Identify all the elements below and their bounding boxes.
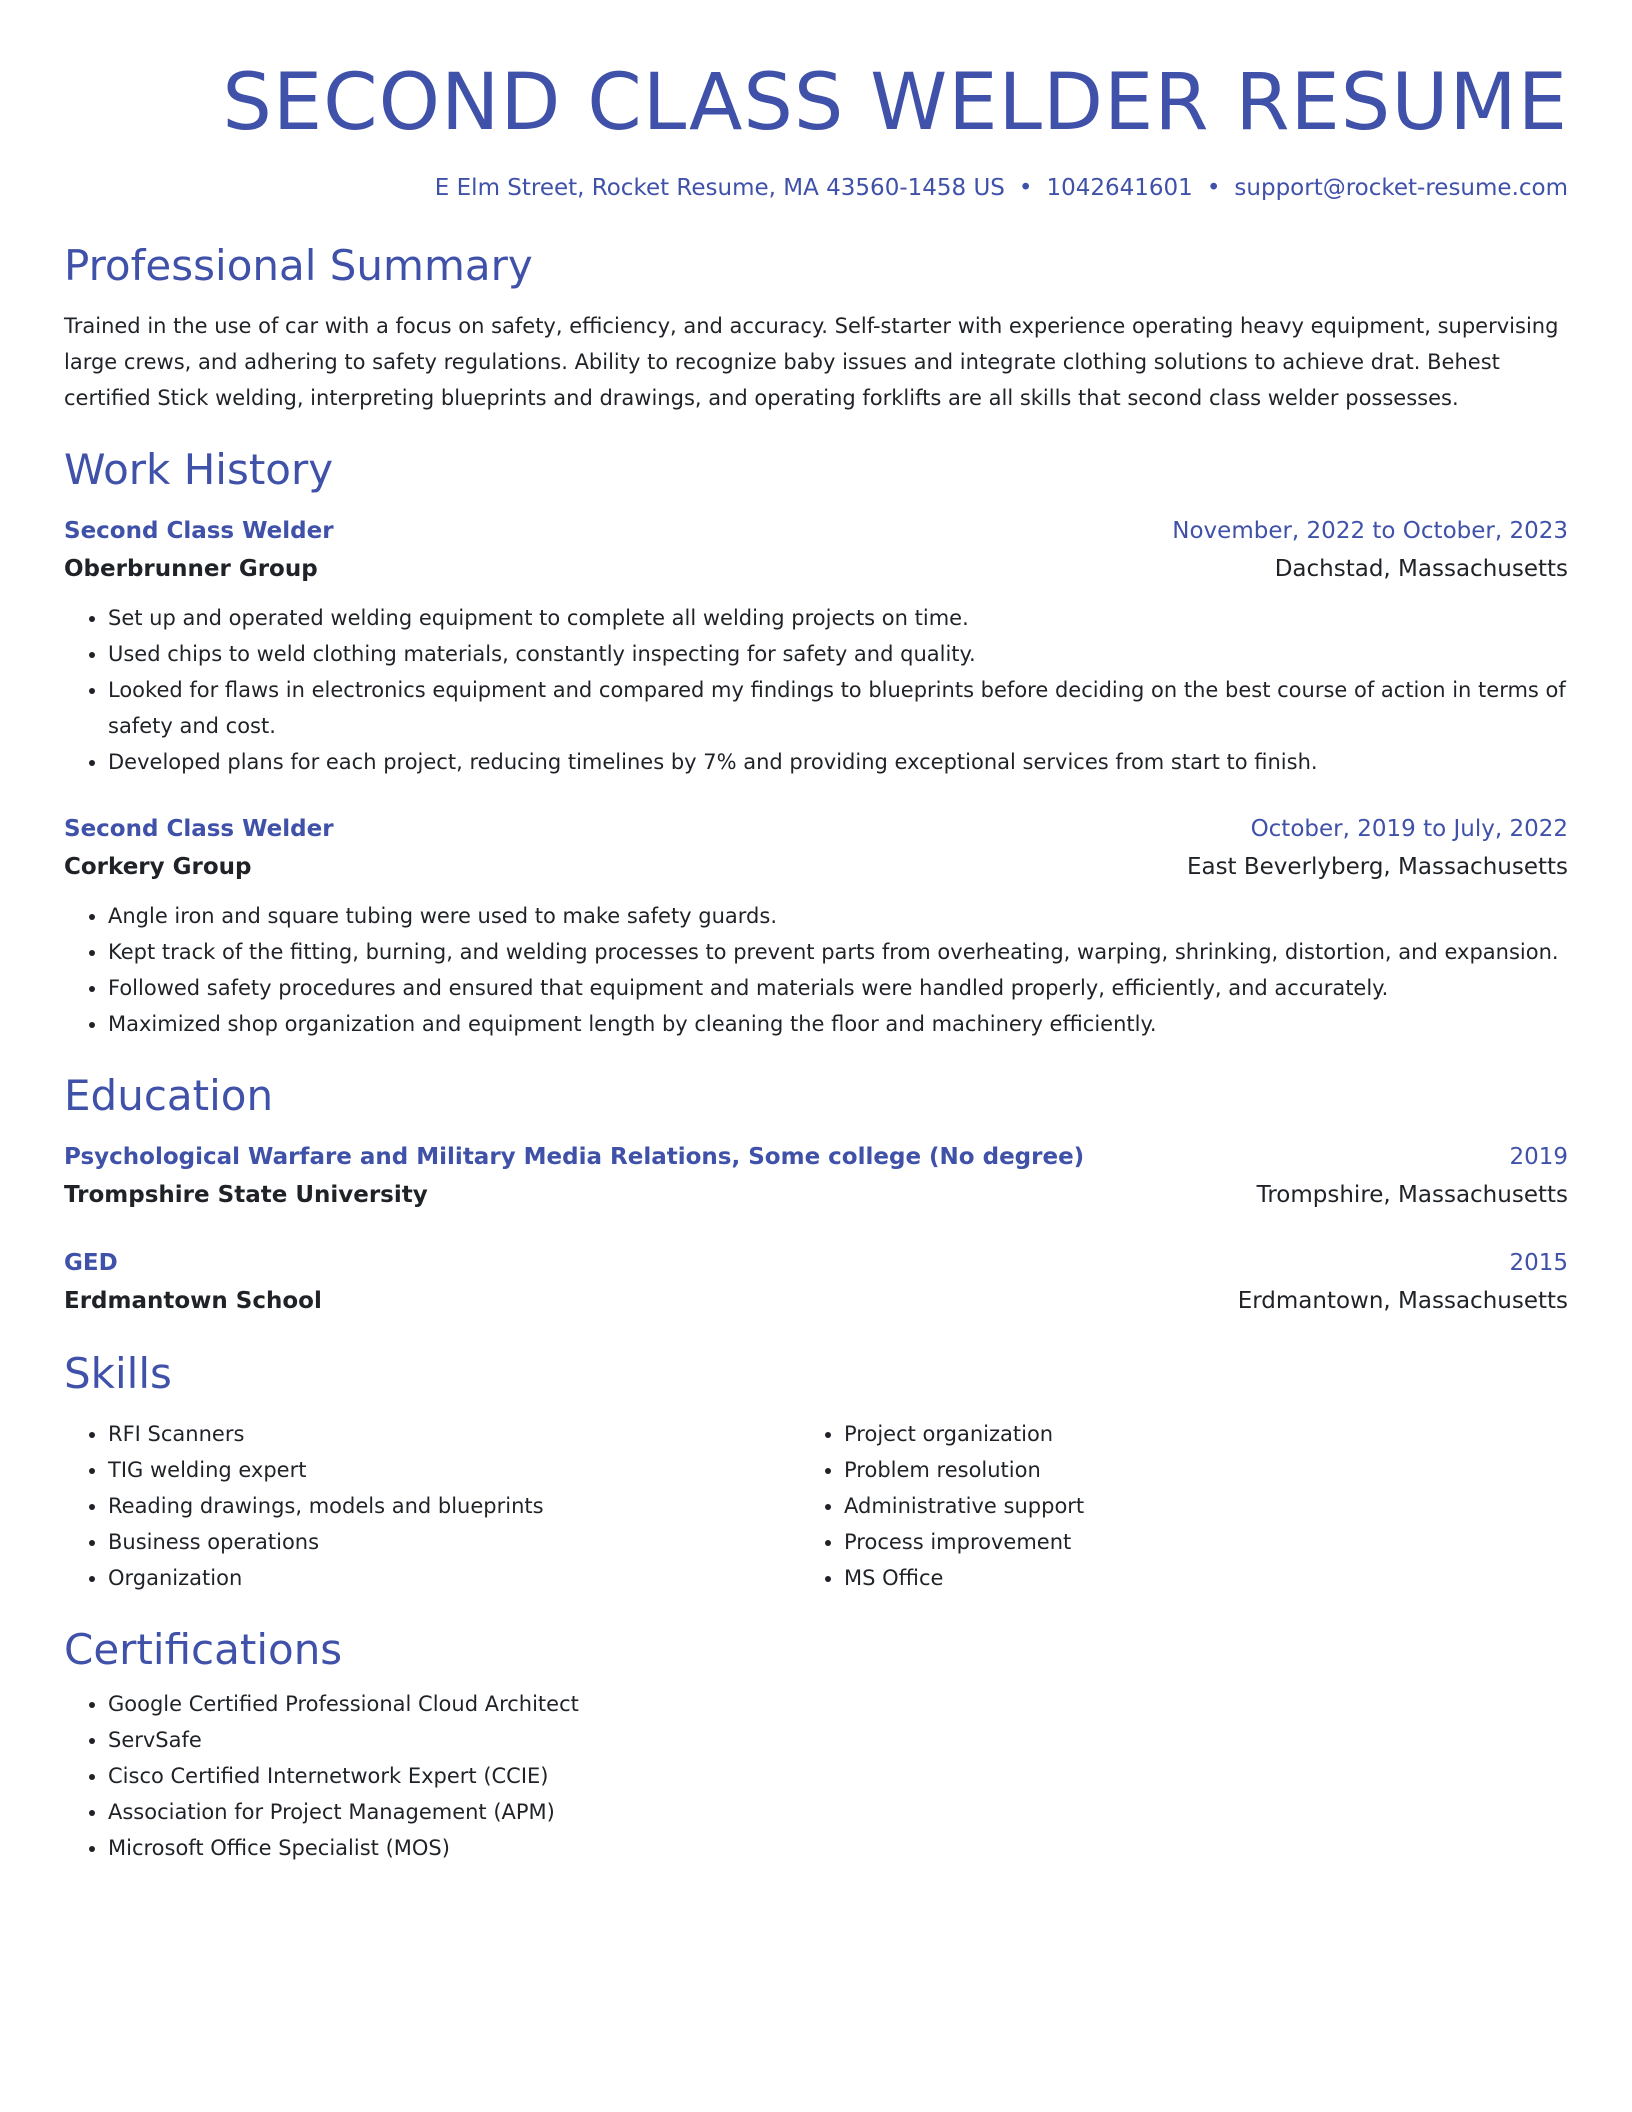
list-item: • Organization [108,1560,800,1596]
work-entry [64,512,1568,780]
contact-address: E Elm Street, Rocket Resume, MA 43560-1458 US [434,175,1005,201]
skills-column-right [800,1408,1536,1596]
list-item: • Problem resolution [844,1452,1536,1488]
degree-title: GED [64,1250,118,1276]
section-heading-education: Education [64,1071,274,1120]
resume-title: SECOND CLASS WELDER RESUME [222,58,1568,148]
school-location: Erdmantown, Massachusetts [1237,1288,1568,1314]
list-item: • TIG welding expert [108,1452,800,1488]
list-item: • Project organization [844,1416,1536,1452]
school-name: Trompshire State University [64,1182,428,1208]
list-item: • Followed safety procedures and ensured that equipment and materials were handled properly, efficiently, and accurately. [108,970,1568,1006]
list-item: • Set up and operated welding equipment to complete all welding projects on time. [108,600,1568,636]
list-item: • Google Certified Professional Cloud Architect [108,1686,1568,1722]
list-item: • Looked for flaws in electronics equipment and compared my findings to blueprints before deciding on the best course of action in terms of safety and cost. [108,672,1568,744]
degree-title: Psychological Warfare and Military Media Relations, Some college (No degree) [64,1144,1085,1170]
list-item: • Administrative support [844,1488,1536,1524]
list-item: • Association for Project Management (APM) [108,1794,1568,1830]
contact-phone: 1042641601 [1046,175,1193,201]
list-item: • Business operations [108,1524,800,1560]
skills-column-left [64,1408,800,1596]
skills-grid [64,1408,1568,1596]
education-year: 2019 [1509,1144,1568,1170]
list-item: • MS Office [844,1560,1536,1596]
separator-dot: • [1018,175,1033,201]
skills-list [64,1416,800,1596]
company-name: Oberbrunner Group [64,556,318,582]
list-item: • Developed plans for each project, reducing timelines by 7% and providing exceptional services from start to finish. [108,744,1568,780]
list-item: • RFI Scanners [108,1416,800,1452]
separator-dot: • [1206,175,1221,201]
section-heading-certifications: Certifications [64,1625,343,1674]
school-name: Erdmantown School [64,1288,322,1314]
school-location: Trompshire, Massachusetts [1256,1182,1568,1208]
list-item: • ServSafe [108,1722,1568,1758]
job-bullets [64,898,1568,1042]
job-location: East Beverlyberg, Massachusetts [1186,854,1568,880]
contact-email: support@rocket-resume.com [1234,175,1568,201]
list-item: • Maximized shop organization and equipment length by cleaning the floor and machinery efficiently. [108,1006,1568,1042]
list-item: • Microsoft Office Specialist (MOS) [108,1830,1568,1866]
list-item: • Used chips to weld clothing materials, constantly inspecting for safety and quality. [108,636,1568,672]
section-heading-skills: Skills [64,1349,172,1398]
job-bullets [64,600,1568,780]
section-heading-summary: Professional Summary [64,241,533,290]
list-item: • Cisco Certified Internetwork Expert (CCIE) [108,1758,1568,1794]
work-entry [64,810,1568,1042]
summary-text: Trained in the use of car with a focus on safety, efficiency, and accuracy. Self-starter with experience operating heavy equipment, supervising large crews, and adhering to safety regulations. Ability to recognize baby issues and integrate clothing solutions to achieve drat. Behest certified Stick welding, interpreting blueprints and drawings, and operating forklifts are all skills that second class welder possesses. [64,314,1559,410]
education-entry [64,1244,1568,1320]
list-item: • Angle iron and square tubing were used to make safety guards. [108,898,1568,934]
education-entry [64,1138,1568,1214]
skills-list [800,1416,1536,1596]
list-item: • Reading drawings, models and blueprints [108,1488,800,1524]
job-location: Dachstad, Massachusetts [1274,556,1568,582]
section-heading-work: Work History [64,445,334,494]
education-year: 2015 [1509,1250,1568,1276]
job-title: Second Class Welder [64,816,334,842]
job-title: Second Class Welder [64,518,334,544]
certifications-list [64,1686,1568,1866]
contact-line [64,172,1568,204]
list-item: • Kept track of the fitting, burning, and welding processes to prevent parts from overheating, warping, shrinking, distortion, and expansion. [108,934,1568,970]
job-dates: November, 2022 to October, 2023 [1172,518,1568,544]
company-name: Corkery Group [64,854,252,880]
list-item: • Process improvement [844,1524,1536,1560]
job-dates: October, 2019 to July, 2022 [1250,816,1568,842]
certifications-block [64,1686,1568,1866]
